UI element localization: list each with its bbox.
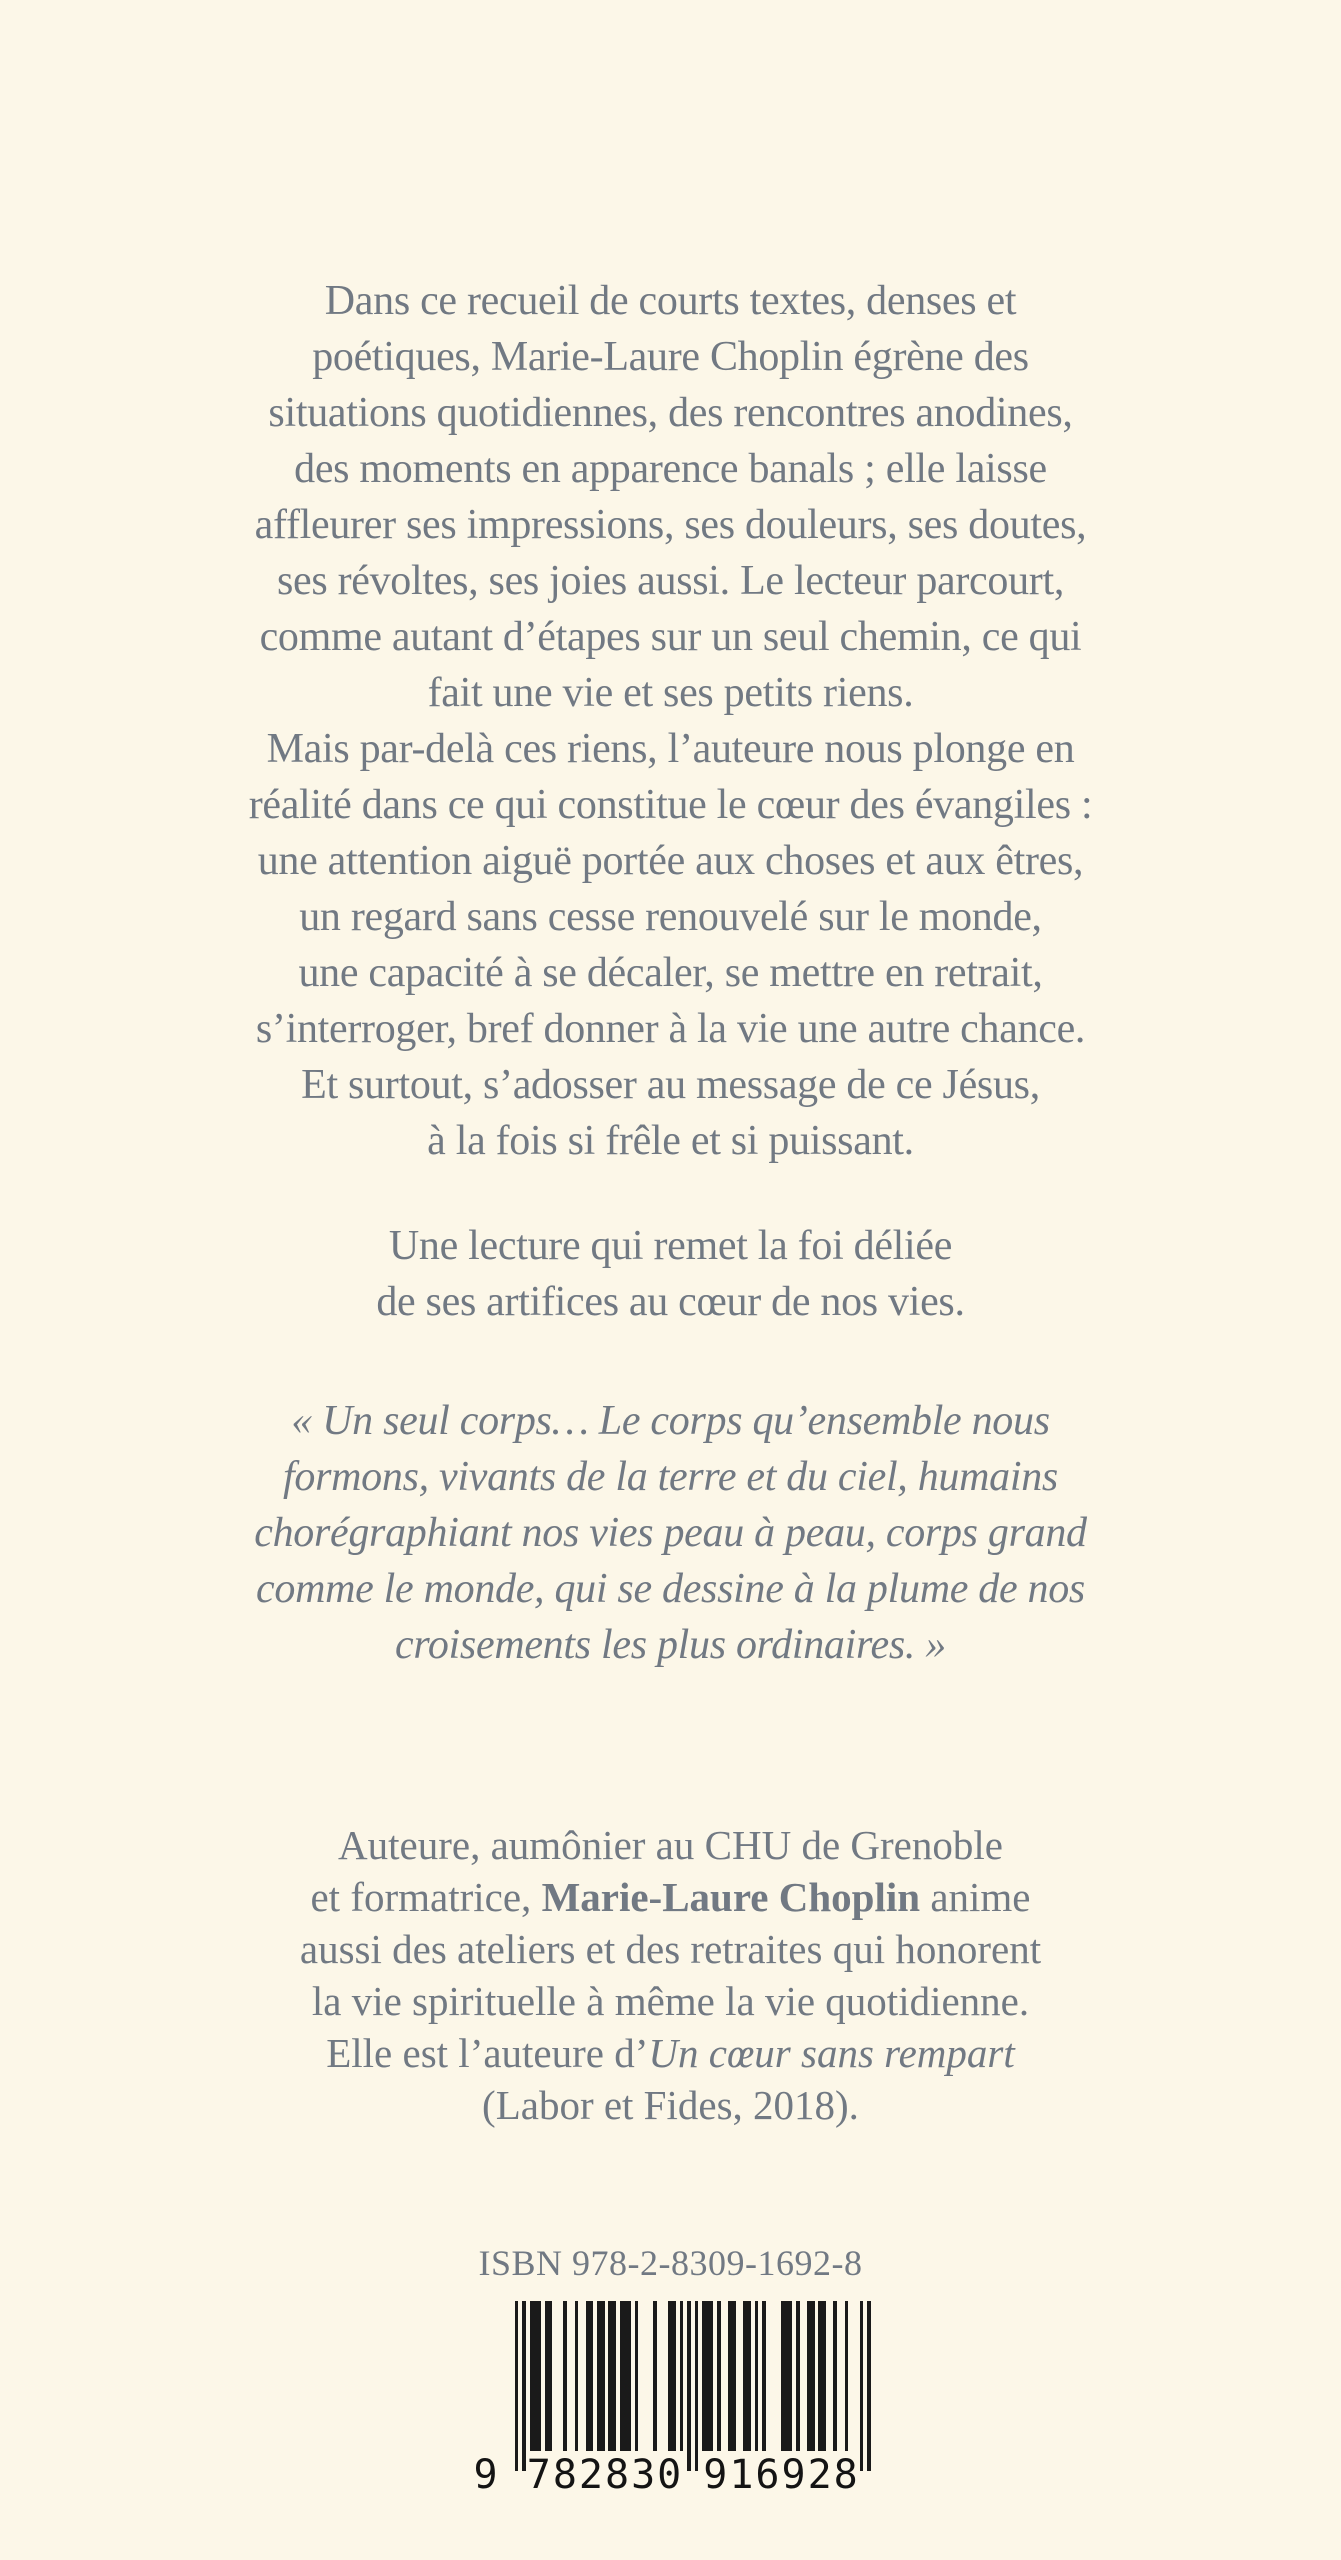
isbn-block [0, 2241, 1341, 2513]
bio-line [0, 2027, 1341, 2079]
barcode-bars [515, 2301, 871, 2471]
barcode-digits [470, 2447, 872, 2503]
bio-text: Elle est l’auteure d’ [326, 2030, 649, 2076]
synopsis-line: poétiques, Marie-Laure Choplin égrène des [312, 334, 1029, 380]
isbn-label: ISBN 978-2-8309-1692-8 [478, 2243, 863, 2283]
author-bio [0, 1819, 1341, 2131]
barcode-digit-group: 916928 [703, 2452, 860, 2498]
synopsis-line: comme autant d’étapes sur un seul chemin, ce qui [259, 614, 1082, 660]
quote-line: formons, vivants de la terre et du ciel, humains [283, 1454, 1058, 1500]
synopsis-line: Et surtout, s’adosser au message de ce Jésus, [301, 1062, 1040, 1108]
synopsis-line: Dans ce recueil de courts textes, denses et [324, 278, 1017, 324]
synopsis-line: une capacité à se décaler, se mettre en retrait, [298, 950, 1043, 996]
synopsis-line: Une lecture qui remet la foi déliée [388, 1223, 953, 1269]
bio-line [0, 1871, 1341, 1923]
synopsis-line: à la fois si frêle et si puissant. [427, 1118, 914, 1164]
synopsis-line: affleurer ses impressions, ses douleurs, ses doutes, [254, 502, 1087, 548]
bio-line: (Labor et Fides, 2018). [482, 2082, 859, 2128]
bio-line: la vie spirituelle à même la vie quotidienne. [311, 1978, 1030, 2024]
book-title-reference: Un cœur sans rempart [648, 2030, 1015, 2076]
synopsis-line: une attention aiguë portée aux choses et aux êtres, [257, 838, 1084, 884]
bio-line: aussi des ateliers et des retraites qui honorent [299, 1926, 1042, 1972]
barcode-digit-group: 782830 [526, 2452, 684, 2498]
barcode-bar [867, 2301, 871, 2471]
author-name: Marie-Laure Choplin [541, 1874, 921, 1920]
synopsis-line: des moments en apparence banals ; elle laisse [294, 446, 1047, 492]
bio-text: anime [920, 1874, 1031, 1920]
synopsis-line: s’interroger, bref donner à la vie une autre chance. [255, 1006, 1086, 1052]
synopsis-line: fait une vie et ses petits riens. [427, 670, 914, 716]
quote-line: croisements les plus ordinaires. » [395, 1622, 946, 1668]
quote-line: chorégraphiant nos vies peau à peau, corps grand [254, 1510, 1087, 1556]
barcode-digit-lead: 9 [473, 2452, 498, 2498]
synopsis-line: un regard sans cesse renouvelé sur le monde, [299, 894, 1042, 940]
bio-text: et formatrice, [310, 1874, 542, 1920]
quote-line: comme le monde, qui se dessine à la plume de nos [256, 1566, 1085, 1612]
barcode [470, 2301, 872, 2513]
pull-quote [0, 1393, 1341, 1673]
synopsis-line: ses révoltes, ses joies aussi. Le lecteur parcourt, [276, 558, 1065, 604]
quote-line: « Un seul corps… Le corps qu’ensemble nous [291, 1398, 1050, 1444]
synopsis-line: réalité dans ce qui constitue le cœur des évangiles : [248, 782, 1093, 828]
synopsis-line: situations quotidiennes, des rencontres anodines, [268, 390, 1073, 436]
synopsis-line: Mais par-delà ces riens, l’auteure nous plonge en [266, 726, 1075, 772]
synopsis-line: de ses artifices au cœur de nos vies. [376, 1279, 965, 1325]
bio-line: Auteure, aumônier au CHU de Grenoble [338, 1822, 1003, 1868]
